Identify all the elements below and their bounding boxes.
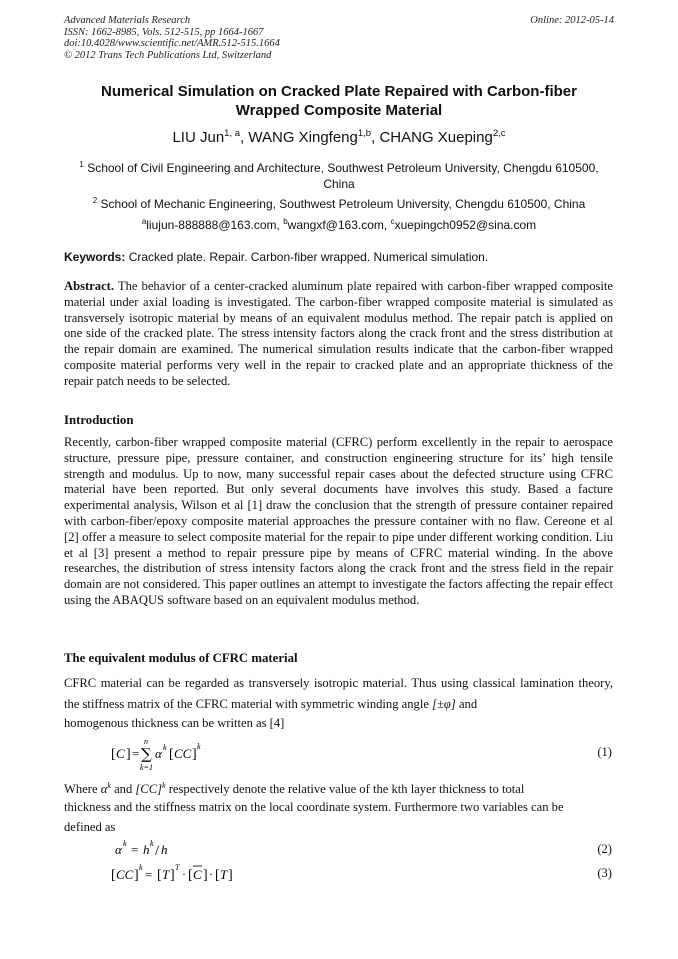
cc-k-symbol: [CC]$^k$ — [135, 781, 166, 797]
affiliation-sup: 1 — [79, 160, 84, 169]
svg-text:n: n — [144, 737, 148, 746]
svg-text:k: k — [123, 839, 127, 848]
doi-line: doi:10.4028/www.scientific.net/AMR.512-515.1664 — [64, 38, 280, 50]
email-line — [64, 214, 614, 233]
svg-text:T: T — [175, 863, 180, 872]
author-list: LIU Jun$^{1, a}$, WANG Xingfeng$^{1,b}$, CHANG Xueping$^{2,c}$ — [172, 128, 506, 146]
email-text: wangxf@163.com, — [287, 218, 391, 232]
svg-text:k: k — [150, 839, 154, 848]
svg-text:/: / — [155, 843, 160, 859]
email-sup: a — [141, 217, 147, 226]
author-name: WANG Xingfeng — [248, 129, 358, 146]
svg-text:[: [ — [188, 868, 193, 883]
equation-3 — [111, 862, 241, 890]
svg-text:h: h — [143, 842, 150, 857]
svg-text:=: = — [132, 746, 140, 761]
equation-3-graphic — [111, 862, 241, 886]
abstract-text: The behavior of a center-cracked aluminum plate repaired with carbon-fiber wrapped composite material under axial loading is investigated. The carbon-fiber wrapped composite material is simulated as transversely isotropic material by means of an equivalent modulus method. The repair patch is applied on one side of the cracked plate. The stress intensity factors along the crack front and the stress distribution at the repair domain are examined. The numerical simulation results indicate that the carbon-fiber wrapped composite material performs very well in the repair to cracked plate and an appropriate thickness of the repair patch needs to be selected. — [64, 279, 613, 388]
svg-text:C: C — [116, 746, 125, 761]
svg-text:]: ] — [126, 747, 131, 762]
abstract-label: Abstract. — [64, 279, 115, 293]
affiliation-1 — [64, 157, 614, 192]
svg-text:·: · — [209, 867, 213, 881]
affiliation-text: School of Mechanic Engineering, Southwest Petroleum University, Chengdu 610500, China — [100, 197, 586, 211]
svg-text:∑: ∑ — [141, 745, 152, 763]
svg-text:]: ] — [228, 868, 233, 883]
equation-2 — [115, 838, 185, 864]
svg-text:·: · — [182, 867, 186, 881]
author-sup: 2,c — [492, 128, 506, 139]
title-line-2: Wrapped Composite Material — [235, 102, 443, 119]
keywords-text: Cracked plate. Repair. Carbon-fiber wrapped. Numerical simulation. — [125, 250, 489, 264]
email-sup: b — [283, 217, 288, 226]
affiliation-2 — [64, 193, 614, 212]
alpha-k-symbol: $\alpha^k$ — [100, 781, 111, 797]
svg-text:CC: CC — [174, 746, 192, 761]
svg-text:[: [ — [215, 868, 220, 883]
svg-text:]: ] — [203, 868, 208, 883]
equivalent-modulus-text: homogenous thickness can be written as [4] — [64, 716, 285, 730]
paper-title — [64, 82, 614, 120]
svg-text:h: h — [161, 842, 168, 857]
email-text: liujun-888888@163.com, — [146, 218, 284, 232]
svg-text:]: ] — [134, 868, 139, 883]
svg-text:T: T — [220, 867, 228, 882]
journal-name: Advanced Materials Research — [64, 15, 191, 26]
svg-text:k=1: k=1 — [140, 763, 153, 772]
svg-text:=: = — [145, 867, 153, 882]
svg-text:]: ] — [192, 747, 197, 762]
author-sup: 1, a — [224, 128, 241, 139]
journal-header — [64, 15, 280, 61]
svg-text:]: ] — [170, 868, 175, 883]
copyright-line: © 2012 Trans Tech Publications Ltd, Switzerland — [64, 49, 272, 61]
introduction-text: Recently, carbon-fiber wrapped composite material (CFRC) perform excellently in the repair to aerospace structure, pressure pipe, pressure container, and construction engineering structure for its’ high tensile strength and modulus. Up to now, many successful repair cases about the defected structure using CFRC material have been reported. But only several documents have involves this study. Based a facture experimental analysis, Wilson et al [1] draw the conclusion that the strength of pressure container repaired with carbon-fiber/epoxy composite material approaches the pressure container with no flaw. Cereone et al [2] offer a measure to select composite material for the repair to pipe under different working condition. Liu et al [3] present a method to repair pressure pipe by means of CFRC material winding. In the above researches, the distribution of stress intensity factors along the crack front and the stress field in the repair domain are not considered. This paper outlines an attempt to investigate the factors affecting the repair effect using the ABAQUS software based on an equivalent modulus method. — [64, 435, 613, 607]
where-line-2: thickness and the stiffness matrix on the local coordinate system. Furthermore two variables can be — [64, 800, 564, 814]
equation-1-graphic — [111, 737, 241, 773]
abstract — [64, 279, 613, 390]
svg-text:CC: CC — [116, 867, 134, 882]
svg-text:[: [ — [157, 868, 162, 883]
equation-number: (1) — [597, 745, 612, 759]
svg-text:k: k — [197, 742, 201, 751]
svg-text:k: k — [163, 743, 167, 752]
affiliation-text: China — [323, 177, 355, 191]
where-line-1: Where $\alpha^k$ and [CC]$^k$ respectively denote the relative value of the kth layer thickness to total — [64, 781, 525, 797]
email-sup: c — [390, 217, 395, 226]
svg-text:[: [ — [111, 747, 116, 762]
issn-line: ISSN: 1662-8985, Vols. 512-515, pp 1664-1667 — [64, 26, 264, 38]
svg-text:T: T — [162, 867, 170, 882]
affiliation-sup: 2 — [92, 196, 98, 205]
svg-text:α: α — [155, 746, 162, 761]
winding-angle: [±φ] — [432, 697, 456, 711]
author-name: CHANG Xueping — [379, 129, 493, 146]
equation-number: (2) — [597, 842, 612, 856]
svg-text:C: C — [193, 867, 202, 882]
equation-2-graphic — [115, 838, 185, 860]
keywords-label: Keywords: — [64, 250, 126, 264]
svg-text:α: α — [115, 842, 122, 857]
svg-text:k: k — [139, 863, 143, 872]
svg-text:=: = — [131, 842, 139, 857]
online-date: Online: 2012-05-14 — [530, 15, 614, 26]
author-sup: 1,b — [357, 128, 372, 139]
affiliation-text: School of Civil Engineering and Architecture, Southwest Petroleum University, Chengdu 610500, — [87, 161, 599, 175]
equation-number: (3) — [597, 866, 612, 880]
where-line-3: defined as — [64, 820, 116, 834]
section-heading-equivalent-modulus: The equivalent modulus of CFRC material — [64, 651, 298, 665]
email-text: xuepingch0952@sina.com — [394, 218, 537, 232]
section-heading-introduction: Introduction — [64, 413, 134, 427]
svg-text:[: [ — [169, 747, 174, 762]
equation-1 — [111, 737, 241, 777]
author-name: LIU Jun — [172, 129, 225, 146]
keywords — [64, 250, 488, 264]
equivalent-modulus-text: CFRC material can be regarded as transversely isotropic material. Thus using classical lamination theory, the stiffness matrix of the CFRC material with symmetric winding angle [±φ] and — [64, 676, 613, 711]
title-line-1: Numerical Simulation on Cracked Plate Repaired with Carbon-fiber — [101, 83, 577, 100]
svg-text:[: [ — [111, 868, 116, 883]
